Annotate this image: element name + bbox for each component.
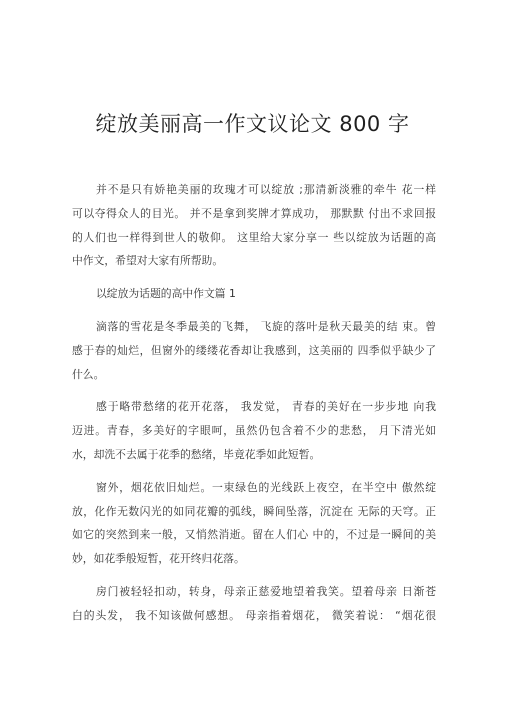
document-title: 绽放美丽高一作文议论文 800 字 <box>95 112 410 136</box>
paragraph <box>72 580 436 628</box>
text-line: 窗外，烟花依旧灿烂。一束绿色的光线跃上夜空，在半空中 傲然绽 <box>96 480 436 494</box>
text-line: 滴落的雪花是冬季最美的飞舞， 飞旋的落叶是秋天最美的结 束。曾 <box>96 319 436 333</box>
text-line: 什么。 <box>72 367 105 381</box>
text-line: 中作文，希望对大家有所帮助。 <box>72 254 224 268</box>
text-line: 房门被轻轻扣动，转身，母亲正慈爱地望着我笑。望着母亲 日渐苍 <box>96 584 436 598</box>
paragraph <box>72 395 436 466</box>
text-line: 的人们也一样得到世人的敬仰。 这里给大家分享一 些以绽放为话题的高 <box>72 230 436 244</box>
text-line: 并不是只有娇艳美丽的玫瑰才可以绽放 ;那清新淡雅的牵牛 花一样 <box>96 183 436 196</box>
text-line: 感于春的灿烂，但窗外的缕缕花香却让我感到，这美丽的 四季似乎缺少了 <box>72 343 436 357</box>
text-line: 水，却洗不去属于花季的愁绪，毕竟花季如此短暂。 <box>72 447 321 461</box>
text-line: 妙，如花季般短暂，花开终归花落。 <box>72 552 245 566</box>
text-line: 可以夺得众人的目光。 并不是拿到奖牌才算成功， 那默默 付出不求回报 <box>72 206 436 220</box>
text-line: 感于略带愁绪的花开花落， 我发觉， 青春的美好在一步步地 向我 <box>96 400 436 414</box>
text-line: 以绽放为话题的高中作文篇 1 <box>96 287 236 301</box>
text-line: 放，化作无数闪光的如同花瓣的弧线，瞬间坠落，沉淀在 无际的天穹。正 <box>72 504 436 518</box>
section-heading <box>72 282 436 306</box>
text-line: 白的头发， 我不知该做何感想。 母亲指着烟花， 微笑着说： “烟花很 <box>72 608 436 622</box>
text-line: 如它的突然到来一般，又悄然消逝。留在人们心 中的，不过是一瞬间的美 <box>72 528 436 542</box>
document-body <box>72 178 436 637</box>
paragraph <box>72 315 436 386</box>
paragraph-intro <box>72 178 436 273</box>
paragraph <box>72 476 436 571</box>
text-line: 迈进。青春，多美好的字眼呵，虽然仍包含着不少的悲愁， 月下清光如 <box>72 424 436 438</box>
